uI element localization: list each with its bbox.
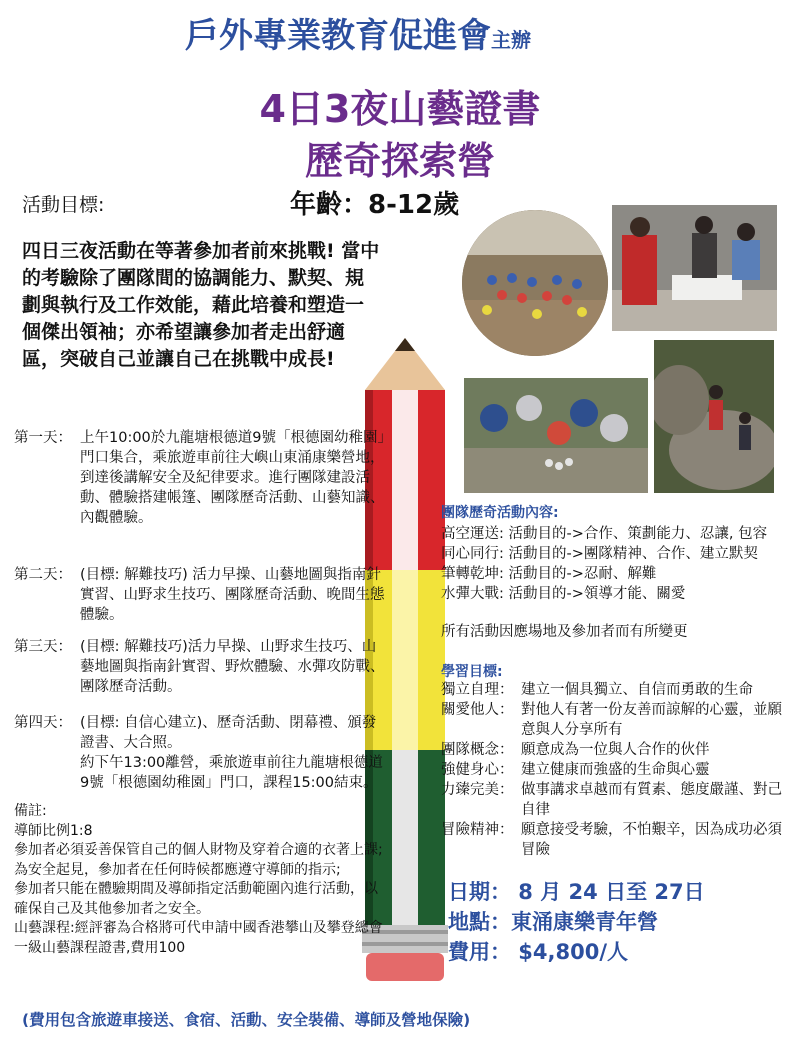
activity-purpose: 活動目的->領導才能、關愛 xyxy=(508,586,686,602)
goal-label: 活動目標: xyxy=(22,194,105,216)
camp-title-line1: 4日3夜山藝證書 xyxy=(259,87,541,131)
learning-text: 建立一個具獨立、自信而勇敢的生命 xyxy=(521,682,753,698)
day3-label: 第三天： xyxy=(14,639,72,655)
activities-note: 所有活動因應場地及參加者而有所變更 xyxy=(441,624,688,640)
photo-group-hall xyxy=(462,210,608,356)
day4-text: (目標: 自信心建立)、歷奇活動、閉幕禮、頒發證書、大合照。 xyxy=(80,715,377,751)
learning-text: 願意接受考驗，不怕艱辛，因為成功必須冒險 xyxy=(521,822,782,858)
activity-item xyxy=(441,562,656,583)
age-range: 年齡：8-12歲 xyxy=(290,190,460,220)
event-fee: 費用： $4,800/人 xyxy=(448,940,629,964)
learning-name: 力臻完美： xyxy=(441,782,514,798)
note-item: 導師比例1:8 xyxy=(14,822,93,839)
schedule-day3 xyxy=(14,637,390,697)
activity-name: 筆轉乾坤: xyxy=(441,566,504,582)
learning-text: 對他人有著一份友善而諒解的心靈，並願意與人分享所有 xyxy=(521,702,782,738)
schedule-day1 xyxy=(14,428,390,528)
camp-title-line2: 歷奇探索營 xyxy=(304,139,495,183)
activity-name: 高空運送: xyxy=(441,526,504,542)
note-item: 為安全起見，參加者在任何時候都應遵守導師的指示; xyxy=(14,861,341,878)
learning-name: 強健身心： xyxy=(441,762,514,778)
activity-item xyxy=(441,582,685,603)
pencil-lead xyxy=(395,338,415,351)
learning-item xyxy=(441,740,791,760)
photo-rock-climbing xyxy=(654,340,774,493)
learning-item xyxy=(441,700,791,740)
day4-label: 第四天： xyxy=(14,715,72,731)
day1-text: 上午10:00於九龍塘根德道9號「根德園幼稚園」門口集合，乘旅遊車前往大嶼山東涌康樂營地，到達後講解安全及紀律要求。進行團隊建設活動、體驗搭建帳篷、團隊歷奇活動、山藝知識、內觀體驗。 xyxy=(80,430,385,526)
activities-heading: 團隊歷奇活動內容: xyxy=(441,505,559,521)
learning-text: 願意成為一位與人合作的伙伴 xyxy=(521,742,710,758)
activity-name: 水彈大戰: xyxy=(441,586,504,602)
learning-name: 獨立自理： xyxy=(441,682,514,698)
learning-item xyxy=(441,680,791,700)
learning-text: 做事講求卓越而有質素、態度嚴謹、對己自律 xyxy=(521,782,782,818)
day3-text: (目標: 解難技巧)活力早操、山野求生技巧、山藝地圖與指南針實習、野炊體驗、水彈攻防戰、團隊歷奇活動。 xyxy=(80,639,385,695)
learning-name: 關愛他人： xyxy=(441,702,514,718)
photo-map-reading xyxy=(612,205,777,331)
learning-heading: 學習目標: xyxy=(441,664,503,680)
activity-item xyxy=(441,542,758,563)
organizer-name xyxy=(185,8,531,57)
learning-item xyxy=(441,780,791,820)
note-item: 山藝課程:經評審為合格將可代申請中國香港攀山及攀登總會一級山藝課程證書,費用100 xyxy=(14,920,383,956)
learning-text: 建立健康而強盛的生命與心靈 xyxy=(521,762,710,778)
learning-name: 團隊概念： xyxy=(441,742,514,758)
fee-inclusion-note: (費用包含旅遊車接送、食宿、活動、安全裝備、導師及營地保險) xyxy=(22,1011,471,1029)
notes-section xyxy=(14,802,384,958)
activity-purpose: 活動目的->合作、策劃能力、忍讓, 包容 xyxy=(508,526,768,542)
schedule-day4 xyxy=(14,713,390,793)
schedule-day2 xyxy=(14,565,390,625)
learning-item xyxy=(441,760,791,780)
day1-label: 第一天： xyxy=(14,430,72,446)
event-date: 日期： 8 月 24 日至 27日 xyxy=(448,880,705,904)
activity-name: 同心同行: xyxy=(441,546,504,562)
learning-name: 冒險精神： xyxy=(441,822,514,838)
note-item: 參加者必須妥善保管自己的個人財物及穿着合適的衣著上課; xyxy=(14,842,383,858)
event-venue: 地點：東涌康樂青年營 xyxy=(448,910,658,934)
day2-label: 第二天： xyxy=(14,567,72,583)
activity-purpose: 活動目的->忍耐、解難 xyxy=(508,566,657,582)
intro-paragraph: 四日三夜活動在等著參加者前來挑戰! 當中的考驗除了團隊間的協調能力、默契、規劃與執行及工作效能，藉此培養和塑造一個傑出領袖；亦希望讓參加者走出舒適區，突破自己並讓自己在挑戰中成長! xyxy=(22,240,380,370)
note-item: 參加者只能在體驗期間及導師指定活動範圍內進行活動，以確保自己及其他參加者之安全。 xyxy=(14,881,378,917)
activity-purpose: 活動目的->團隊精神、合作、建立默契 xyxy=(508,546,758,562)
notes-title: 備註: xyxy=(14,803,47,819)
activity-item xyxy=(441,522,767,543)
photo-group-activity xyxy=(464,378,648,493)
organizer-suffix: 主辦 xyxy=(491,28,531,52)
day2-text: (目標: 解難技巧) 活力早操、山藝地圖與指南針實習、山野求生技巧、團隊歷奇活動、晚間生態體驗。 xyxy=(80,567,385,623)
day4-text2: 約下午13:00離營，乘旅遊車前往九龍塘根德道9號「根德園幼稚園」門口，課程15:00結束。 xyxy=(80,755,383,791)
organizer-title: 戶外專業教育促進會 xyxy=(185,16,491,56)
learning-item xyxy=(441,820,791,860)
